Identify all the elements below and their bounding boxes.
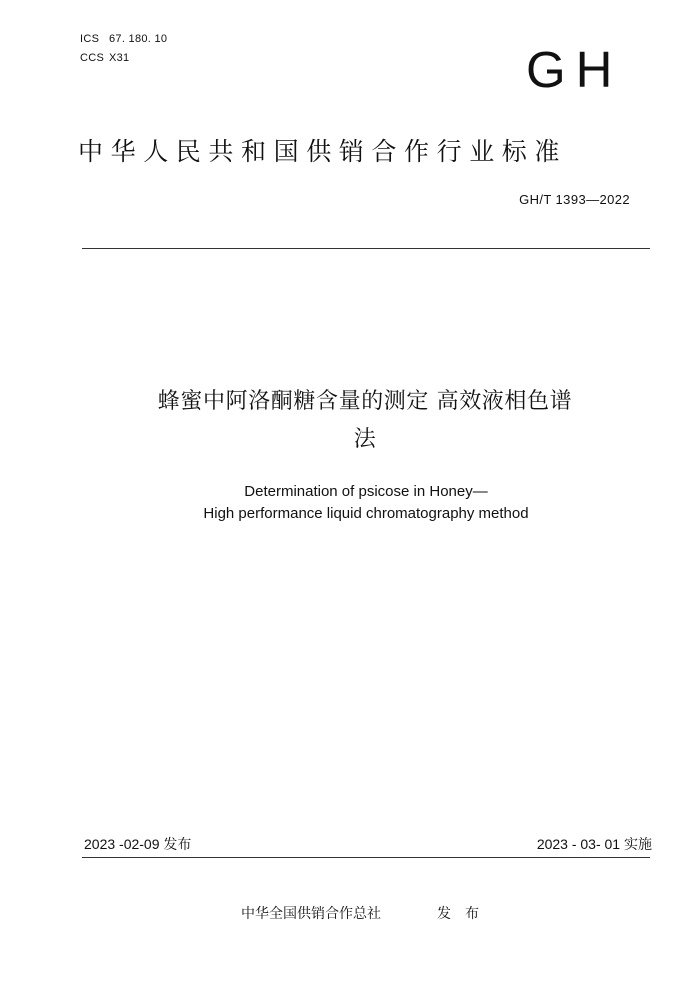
effective-date-label: 实施 — [624, 837, 652, 853]
chinese-title-line-2: 法 — [353, 427, 377, 452]
standard-number: GH/T 1393—2022 — [519, 192, 630, 207]
chinese-title — [75, 383, 655, 459]
issue-date-label: 发布 — [163, 837, 192, 853]
publisher-label: 发布 — [437, 906, 493, 922]
english-title-line-1: Determination of psicose in Honey— — [244, 483, 488, 500]
issue-date-value: 2023 -02-09 — [84, 836, 160, 852]
ccs-label: CCS — [80, 52, 105, 64]
effective-date-value: 2023 - 03- 01 — [536, 836, 621, 852]
publisher-name: 中华全国供销合作总社 — [241, 906, 381, 922]
english-title — [100, 481, 632, 525]
ics-value: 67. 180. 10 — [109, 33, 168, 45]
organization-title: 中华人民共和国供销合作行业标准 — [78, 137, 568, 166]
ics-row — [80, 30, 167, 49]
footer-divider — [82, 857, 650, 858]
header-divider — [82, 248, 650, 249]
classification-codes — [80, 30, 167, 68]
effective-date — [537, 834, 652, 855]
ics-label: ICS — [80, 33, 100, 45]
chinese-title-line-1: 蜂蜜中阿洛酮糖含量的测定 高效液相色谱 — [157, 389, 573, 414]
ccs-value: X31 — [109, 52, 130, 64]
gh-logo: GH — [526, 41, 623, 98]
issue-date — [84, 834, 191, 855]
ccs-row — [80, 49, 167, 68]
english-title-line-2: High performance liquid chromatography method — [203, 505, 529, 522]
